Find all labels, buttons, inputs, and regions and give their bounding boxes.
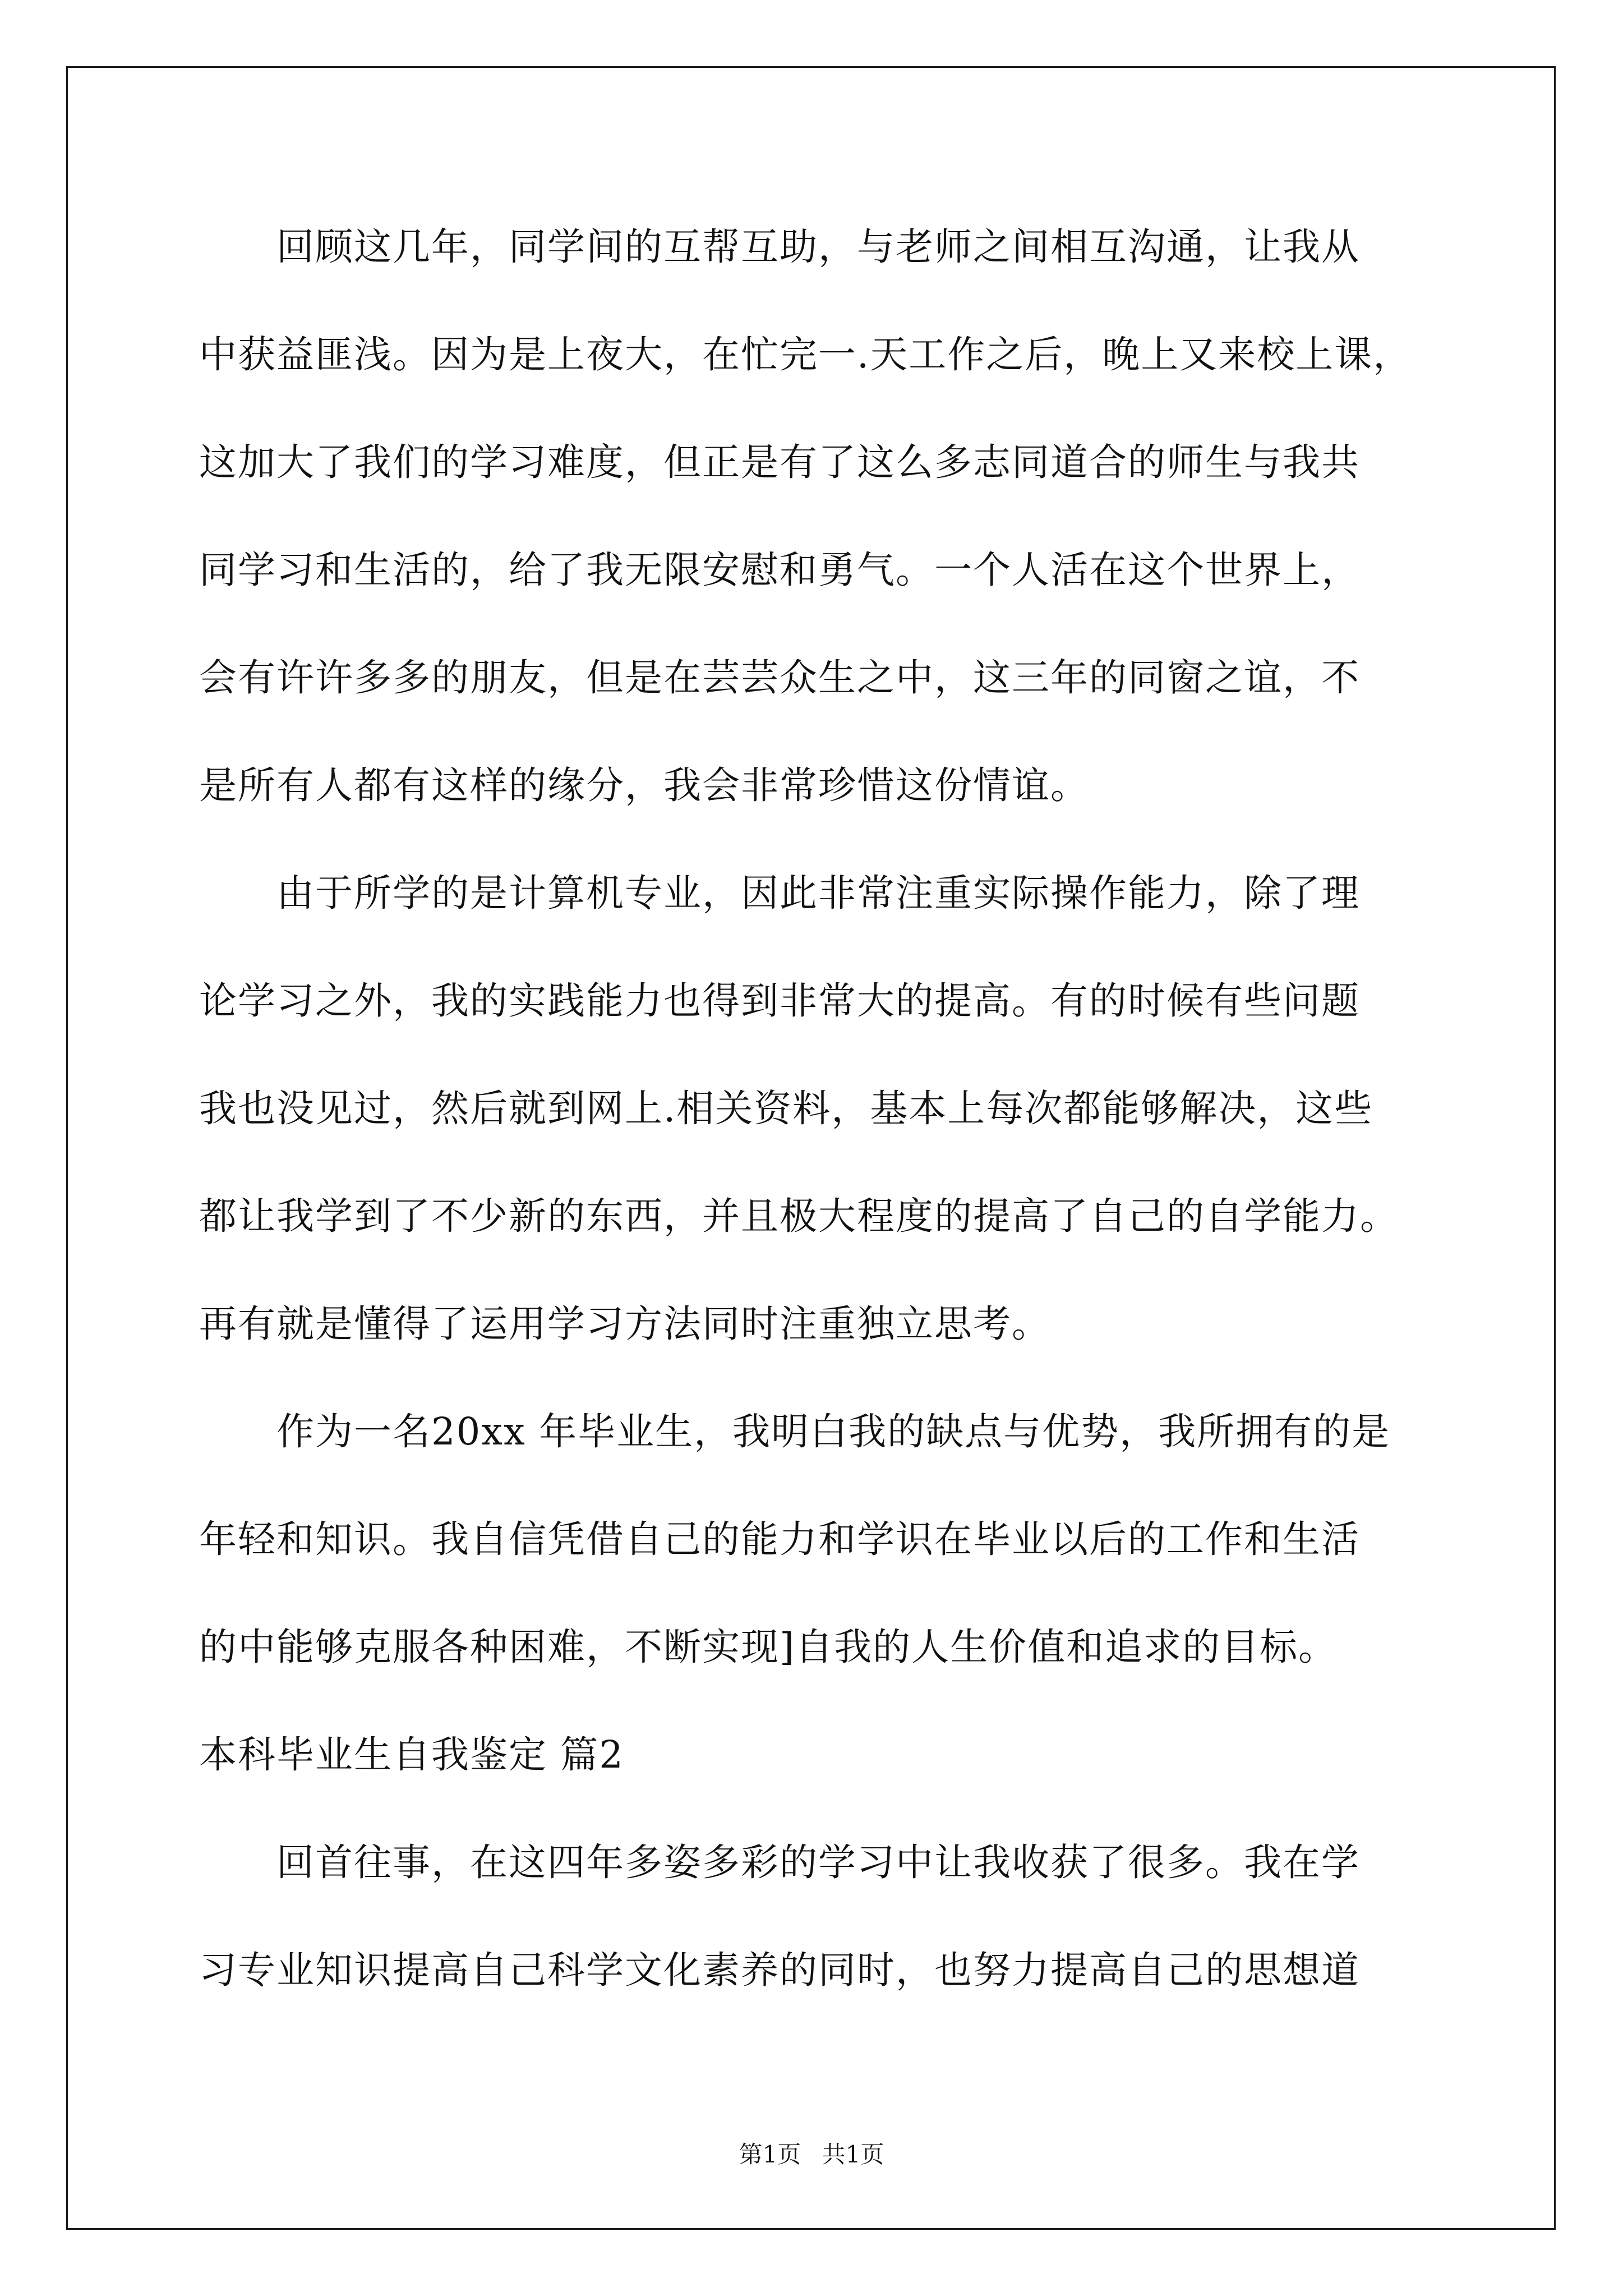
text-line: 回顾这几年，同学间的互帮互助，与老师之间相互沟通，让我从 <box>199 225 1360 269</box>
text-line: 中获益匪浅。因为是上夜大，在忙完一.天工作之后，晚上又来校上课， <box>199 333 1412 376</box>
text-line: 会有许许多多的朋友，但是在芸芸众生之中，这三年的同窗之谊，不 <box>199 656 1360 700</box>
page-total: 共1页 <box>822 2141 884 2168</box>
text-line: 再有就是懂得了运用学习方法同时注重独立思考。 <box>199 1302 1050 1346</box>
text-line: 这加大了我们的学习难度，但正是有了这么多志同道合的师生与我共 <box>199 440 1360 484</box>
text-line: 是所有人都有这样的缘分，我会非常珍惜这份情谊。 <box>199 763 1089 807</box>
text-line: 的中能够克服各种困难，不断实现]自我的人生价值和追求的目标。 <box>199 1625 1338 1669</box>
page-footer <box>0 2136 1623 2170</box>
section-heading: 本科毕业生自我鉴定 篇2 <box>199 1733 624 1777</box>
text-line: 由于所学的是计算机专业，因此非常注重实际操作能力，除了理 <box>199 871 1360 915</box>
text-line: 习专业知识提高自己科学文化素养的同时，也努力提高自己的思想道 <box>199 1948 1360 1992</box>
page-number: 第1页 <box>739 2141 801 2168</box>
text-line: 都让我学到了不少新的东西，并且极大程度的提高了自己的自学能力。 <box>199 1194 1399 1238</box>
text-line: 论学习之外，我的实践能力也得到非常大的提高。有的时候有些问题 <box>199 979 1360 1023</box>
page-border <box>66 66 1556 2230</box>
text-line: 回首往事，在这四年多姿多彩的学习中让我收获了很多。我在学 <box>199 1841 1360 1884</box>
text-line: 同学习和生活的，给了我无限安慰和勇气。一个人活在这个世界上， <box>199 548 1360 592</box>
text-line: 年轻和知识。我自信凭借自己的能力和学识在毕业以后的工作和生活 <box>199 1517 1360 1561</box>
text-line: 作为一名20xx 年毕业生，我明白我的缺点与优势，我所拥有的是 <box>199 1410 1391 1453</box>
text-line: 我也没见过，然后就到网上.相关资料，基本上每次都能够解决，这些 <box>199 1087 1373 1130</box>
